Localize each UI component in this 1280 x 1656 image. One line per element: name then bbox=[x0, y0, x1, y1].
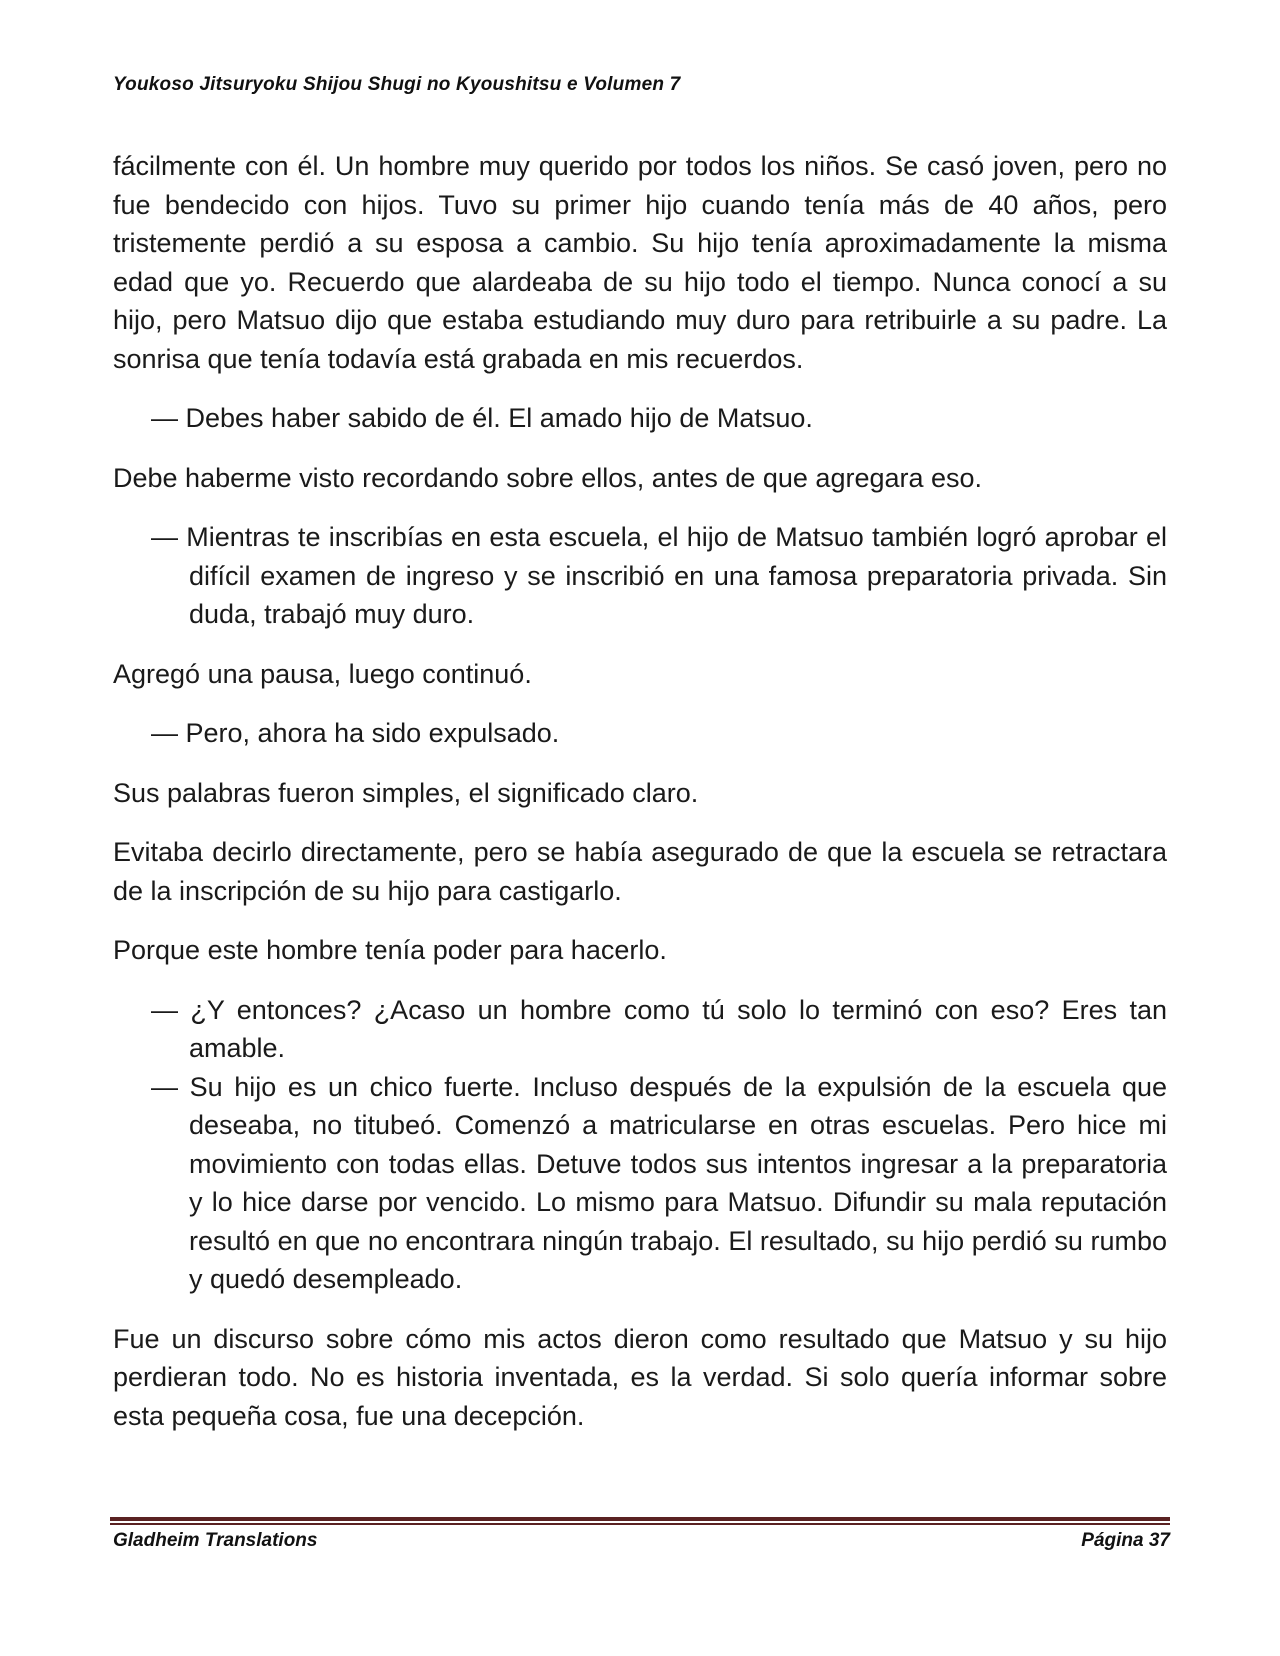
paragraph: Fue un discurso sobre cómo mis actos dieron como resultado que Matsuo y su hijo perdieran todo. No es historia inventada, es la verdad. Si solo quería informar sobre esta pequeña cosa, fue una decepción. bbox=[113, 1323, 1167, 1431]
paragraph: fácilmente con él. Un hombre muy querido por todos los niños. Se casó joven, pero no fue bendecido con hijos. Tuvo su primer hijo cuando tenía más de 40 años, pero tristemente perdió a su esposa a cambio. Su hijo tenía aproximadamente la misma edad que yo. Recuerdo que alardeaba de su hijo todo el tiempo. Nunca conocí a su hijo, pero Matsuo dijo que estaba estudiando muy duro para retribuirle a su padre. La sonrisa que tenía todavía está grabada en mis recuerdos. bbox=[113, 151, 1167, 374]
page-header-title: Youkoso Jitsuryoku Shijou Shugi no Kyoushitsu e Volumen 7 bbox=[113, 74, 681, 95]
dialogue-line: — Su hijo es un chico fuerte. Incluso después de la expulsión de la escuela que deseaba, no titubeó. Comenzó a matricularse en otras escuelas. Pero hice mi movimiento con todas ellas. Detuve todos sus intentos ingresar a la preparatoria y lo hice darse por vencido. Lo mismo para Matsuo. Difundir su mala reputación resultó en que no encontrara ningún trabajo. El resultado, su hijo perdió su rumbo y quedó desempleado. bbox=[151, 1071, 1167, 1294]
dialogue-line: — Pero, ahora ha sido expulsado. bbox=[151, 718, 560, 748]
dialogue-line: — Mientras te inscribías en esta escuela, el hijo de Matsuo también logró aprobar el difícil examen de ingreso y se inscribió en una famosa preparatoria privada. Sin duda, trabajó muy duro. bbox=[151, 522, 1167, 629]
footer-divider-thin bbox=[110, 1523, 1170, 1525]
footer-divider-thick bbox=[110, 1517, 1170, 1521]
paragraph: Debe haberme visto recordando sobre ellos, antes de que agregara eso. bbox=[113, 462, 983, 493]
dialogue-line: — ¿Y entonces? ¿Acaso un hombre como tú solo lo terminó con eso? Eres tan amable. bbox=[151, 994, 1167, 1063]
dialogue-group bbox=[113, 991, 1167, 1299]
footer-publisher: Gladheim Translations bbox=[113, 1530, 318, 1551]
paragraph: Porque este hombre tenía poder para hacerlo. bbox=[113, 935, 667, 965]
paragraph: Sus palabras fueron simples, el significado claro. bbox=[113, 777, 699, 808]
footer-page-number: Página 37 bbox=[1081, 1530, 1170, 1551]
dialogue-line: — Debes haber sabido de él. El amado hijo de Matsuo. bbox=[151, 403, 813, 433]
page-body bbox=[113, 147, 1167, 1456]
paragraph: Agregó una pausa, luego continuó. bbox=[113, 658, 532, 689]
paragraph: Evitaba decirlo directamente, pero se había asegurado de que la escuela se retractara de la inscripción de su hijo para castigarlo. bbox=[113, 837, 1167, 906]
